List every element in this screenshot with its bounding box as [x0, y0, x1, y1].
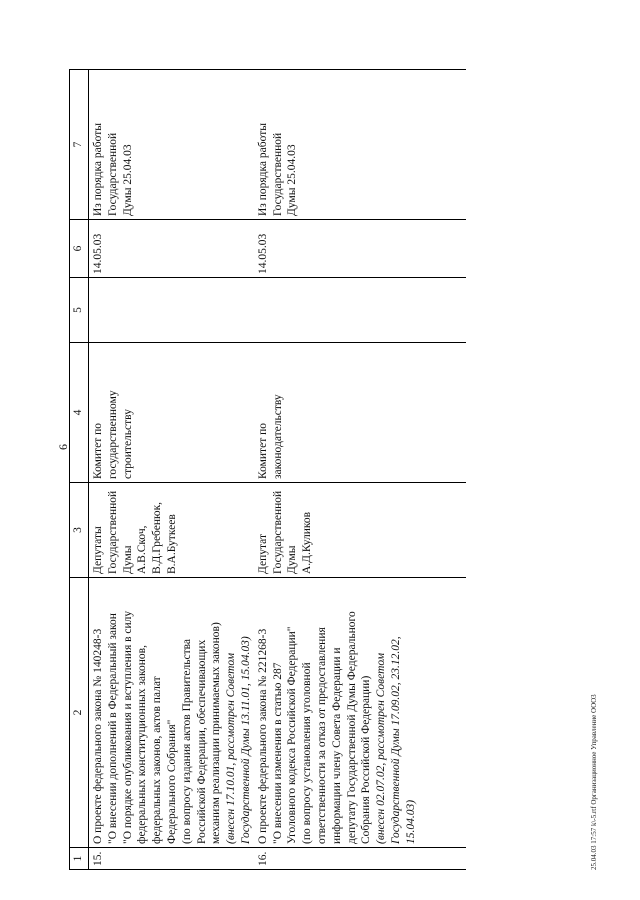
text-line: О проекте федерального закона № 140248-3: [92, 628, 104, 844]
initiator-line: В.Д.Гребенюк,: [151, 501, 164, 574]
text-line: федеральных законов, актов палат: [151, 676, 164, 844]
text-line: "О внесении дополнений в Федеральный закон: [106, 613, 119, 844]
text-line: депутату Государственной Думы Федерального: [345, 611, 358, 844]
col-header: 2: [70, 578, 89, 848]
committee-line: Комитет по: [256, 423, 269, 479]
text-line: федеральных конституционных законов,: [136, 645, 149, 844]
italic-line: Государственной Думы 17.09.02, 23.12.02,: [389, 636, 402, 844]
italic-line: (внесен 17.10.01, рассмотрен Советом: [225, 652, 238, 844]
text-line: механизм реализации принимаемых законов): [210, 622, 223, 844]
header-row: [70, 70, 89, 870]
initiator: [89, 483, 254, 578]
committee: [254, 343, 466, 483]
note-line: Думы 25.04.03: [121, 144, 134, 216]
italic-line: (внесен 02.07.02, рассмотрен Советом: [375, 652, 388, 844]
col-header: 1: [70, 848, 89, 870]
note-line: Государственной: [271, 132, 284, 216]
page-number: 6: [56, 444, 70, 450]
bill-description: [89, 578, 254, 848]
note-line: Государственной: [106, 132, 119, 216]
initiator-line: Депутаты: [92, 526, 104, 574]
italic-line: 15.04.03): [404, 799, 417, 844]
initiator-line: А.Д.Куликов: [301, 511, 314, 574]
text-line: "О внесении изменения в статью 287: [271, 662, 284, 844]
initiator-line: В.А.Буткеев: [165, 514, 178, 574]
col-header: 5: [70, 278, 89, 343]
footer-note: 25.04.03 17:57 k\-5.rtf Организационное Управление ООО3: [590, 694, 598, 870]
note-cell: [254, 70, 466, 220]
text-line: (по вопросу издания актов Правительства: [180, 639, 193, 844]
initiator-line: Думы: [121, 545, 134, 574]
col-header: 4: [70, 343, 89, 483]
table-row: [89, 70, 254, 870]
text-line: информации члену Совета Федерации и: [330, 647, 343, 844]
initiator-line: Государственной: [106, 490, 119, 574]
committee-line: государственному: [106, 390, 119, 479]
row-number: 15.: [89, 848, 254, 870]
initiator-line: Думы: [286, 545, 299, 574]
committee-line: Комитет по: [92, 423, 104, 479]
date-cell: 14.05.03: [89, 220, 254, 278]
text-line: Уголовного кодекса Российской Федерации": [286, 626, 299, 844]
text-line: Федерального Собрания": [165, 719, 178, 844]
initiator: [254, 483, 466, 578]
text-line: Российской Федерации, обеспечивающих: [195, 639, 208, 844]
note-line: Из порядка работы: [92, 123, 104, 216]
table-row: [254, 70, 466, 870]
text-line: (по вопросу установления уголовной: [301, 662, 314, 844]
col-header: 7: [70, 70, 89, 220]
committee: [89, 343, 254, 483]
italic-line: Государственной Думы 13.11.01, 15.04.03): [239, 636, 252, 844]
initiator-line: Государственной: [271, 490, 284, 574]
note-line: Думы 25.04.03: [286, 144, 299, 216]
committee-line: законодательству: [271, 394, 284, 479]
committee-line: строительству: [121, 409, 134, 479]
row-number: 16.: [254, 848, 466, 870]
initiator-line: А.В.Скоч,: [136, 525, 149, 574]
rotated-sheet: [25, 70, 615, 870]
date-cell: 14.05.03: [254, 220, 466, 278]
col-header: 3: [70, 483, 89, 578]
text-line: ответственности за отказ от предоставления: [315, 627, 328, 844]
text-line: "О порядке опубликования и вступления в силу: [121, 610, 134, 844]
col-header: 6: [70, 220, 89, 278]
agenda-table: [69, 69, 466, 870]
initiator-line: Депутат: [256, 534, 269, 574]
text-line: Собрания Российской Федерации): [360, 675, 373, 844]
col5-cell: [89, 278, 254, 343]
text-line: О проекте федерального закона № 221268-3: [256, 628, 269, 844]
bill-description: [254, 578, 466, 848]
note-line: Из порядка работы: [256, 123, 269, 216]
col5-cell: [254, 278, 466, 343]
note-cell: [89, 70, 254, 220]
